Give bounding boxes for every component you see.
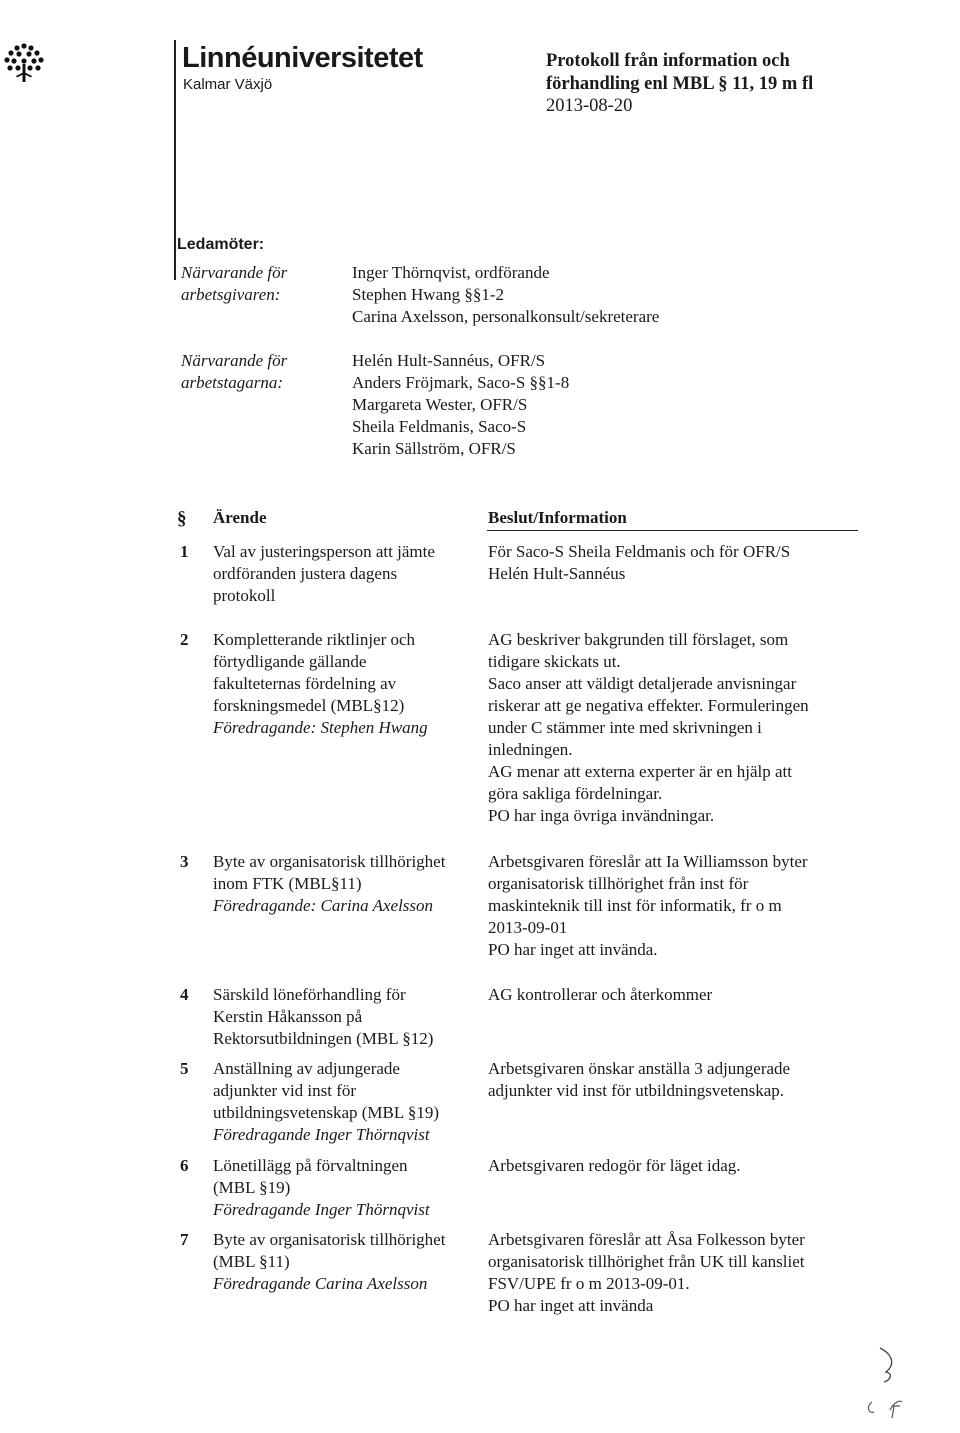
case-line: Kompletterande riktlinjer och bbox=[213, 630, 416, 649]
row-case bbox=[213, 1155, 483, 1221]
decision-line: PO har inget att invända bbox=[488, 1296, 654, 1315]
decision-line: adjunkter vid inst för utbildningsvetenskap. bbox=[488, 1081, 785, 1100]
presenter: Föredragande Carina Axelsson bbox=[213, 1274, 428, 1293]
decision-line: För Saco-S Sheila Feldmanis och för OFR/S bbox=[488, 542, 791, 561]
employer-label bbox=[181, 262, 287, 306]
presenter: Föredragande: Carina Axelsson bbox=[213, 896, 434, 915]
decision-line: under C stämmer inte med skrivningen i bbox=[488, 718, 762, 737]
column-header-arende: Ärende bbox=[213, 508, 267, 527]
university-campuses: Kalmar Växjö bbox=[183, 76, 273, 93]
row-number: 7 bbox=[180, 1230, 189, 1249]
decision-line: tidigare skickats ut. bbox=[488, 652, 621, 671]
row-case bbox=[213, 1229, 483, 1295]
member-name: Karin Sällström, OFR/S bbox=[352, 439, 516, 458]
decision-line: Arbetsgivaren redogör för läget idag. bbox=[488, 1156, 741, 1175]
row-decision bbox=[488, 851, 868, 961]
row-decision bbox=[488, 1058, 868, 1102]
label-line: Närvarande för bbox=[181, 263, 288, 282]
case-line: Byte av organisatorisk tillhörighet bbox=[213, 852, 446, 871]
presenter: Föredragande: Stephen Hwang bbox=[213, 718, 428, 737]
decision-line: Arbetsgivaren önskar anställa 3 adjungerade bbox=[488, 1059, 791, 1078]
column-header-beslut: Beslut/Information bbox=[488, 508, 627, 527]
document-date: 2013-08-20 bbox=[546, 96, 633, 116]
row-case bbox=[213, 851, 483, 917]
row-number: 6 bbox=[180, 1156, 189, 1175]
member-name: Stephen Hwang §§1-2 bbox=[352, 285, 505, 304]
row-case bbox=[213, 629, 483, 739]
case-line: Särskild löneförhandling för bbox=[213, 985, 406, 1004]
member-name: Sheila Feldmanis, Saco-S bbox=[352, 417, 527, 436]
row-number: 2 bbox=[180, 630, 189, 649]
header-divider bbox=[174, 40, 176, 280]
decision-line: riskerar att ge negativa effekter. Formuleringen bbox=[488, 696, 809, 715]
members-heading: Ledamöter: bbox=[177, 236, 265, 253]
case-line: (MBL §11) bbox=[213, 1252, 290, 1271]
row-case bbox=[213, 984, 483, 1050]
member-name: Anders Fröjmark, Saco-S §§1-8 bbox=[352, 373, 570, 392]
decision-line: göra sakliga fördelningar. bbox=[488, 784, 663, 803]
document-title-line: förhandling enl MBL § 11, 19 m fl bbox=[546, 74, 814, 94]
header-rule bbox=[487, 530, 858, 531]
row-number: 3 bbox=[180, 852, 189, 871]
label-line: Närvarande för bbox=[181, 351, 288, 370]
row-number: 1 bbox=[180, 542, 189, 561]
decision-line: Saco anser att väldigt detaljerade anvisningar bbox=[488, 674, 797, 693]
row-decision bbox=[488, 1155, 868, 1177]
case-line: förtydligande gällande bbox=[213, 652, 367, 671]
case-line: protokoll bbox=[213, 586, 276, 605]
case-line: adjunkter vid inst för bbox=[213, 1081, 357, 1100]
decision-line: organisatorisk tillhörighet från UK till kansliet bbox=[488, 1252, 805, 1271]
label-line: arbetsgivaren: bbox=[181, 285, 281, 304]
decision-line: maskinteknik till inst för informatik, fr o m bbox=[488, 896, 782, 915]
member-name: Margareta Wester, OFR/S bbox=[352, 395, 528, 414]
employee-members bbox=[352, 350, 569, 460]
employee-label bbox=[181, 350, 287, 394]
case-line: (MBL §19) bbox=[213, 1178, 291, 1197]
row-number: 4 bbox=[180, 985, 189, 1004]
document-title bbox=[546, 50, 813, 96]
case-line: forskningsmedel (MBL§12) bbox=[213, 696, 405, 715]
decision-line: Helén Hult-Sannéus bbox=[488, 564, 626, 583]
case-line: Lönetillägg på förvaltningen bbox=[213, 1156, 408, 1175]
case-line: Rektorsutbildningen (MBL §12) bbox=[213, 1029, 434, 1048]
row-decision bbox=[488, 541, 868, 585]
case-line: Byte av organisatorisk tillhörighet bbox=[213, 1230, 446, 1249]
handwritten-initials-icon bbox=[850, 1340, 920, 1420]
presenter: Föredragande Inger Thörnqvist bbox=[213, 1125, 430, 1144]
row-case bbox=[213, 1058, 483, 1146]
presenter: Föredragande Inger Thörnqvist bbox=[213, 1200, 430, 1219]
employer-members bbox=[352, 262, 659, 328]
decision-line: AG kontrollerar och återkommer bbox=[488, 985, 713, 1004]
case-line: ordföranden justera dagens bbox=[213, 564, 398, 583]
member-name: Helén Hult-Sannéus, OFR/S bbox=[352, 351, 546, 370]
decision-line: 2013-09-01 bbox=[488, 918, 568, 937]
decision-line: Arbetsgivaren föreslår att Åsa Folkesson byter bbox=[488, 1230, 805, 1249]
column-header-paragraph: § bbox=[177, 508, 187, 529]
case-line: utbildningsvetenskap (MBL §19) bbox=[213, 1103, 440, 1122]
case-line: Val av justeringsperson att jämte bbox=[213, 542, 435, 561]
row-case bbox=[213, 541, 483, 607]
decision-line: AG menar att externa experter är en hjälp att bbox=[488, 762, 792, 781]
label-line: arbetstagarna: bbox=[181, 373, 283, 392]
member-name: Carina Axelsson, personalkonsult/sekreterare bbox=[352, 307, 660, 326]
decision-line: inledningen. bbox=[488, 740, 573, 759]
case-line: inom FTK (MBL§11) bbox=[213, 874, 362, 893]
document-title-line: Protokoll från information och bbox=[546, 51, 790, 71]
decision-line: PO har inga övriga invändningar. bbox=[488, 806, 715, 825]
row-decision bbox=[488, 984, 868, 1006]
decision-line: PO har inget att invända. bbox=[488, 940, 658, 959]
university-logo-icon bbox=[2, 40, 46, 84]
case-line: Kerstin Håkansson på bbox=[213, 1007, 363, 1026]
decision-line: AG beskriver bakgrunden till förslaget, som bbox=[488, 630, 789, 649]
case-line: fakulteternas fördelning av bbox=[213, 674, 397, 693]
decision-line: Arbetsgivaren föreslår att Ia Williamsson byter bbox=[488, 852, 808, 871]
row-decision bbox=[488, 629, 868, 827]
university-name: Linnéuniversitetet bbox=[182, 42, 423, 74]
member-name: Inger Thörnqvist, ordförande bbox=[352, 263, 550, 282]
case-line: Anställning av adjungerade bbox=[213, 1059, 400, 1078]
decision-line: organisatorisk tillhörighet från inst för bbox=[488, 874, 749, 893]
row-number: 5 bbox=[180, 1059, 189, 1078]
decision-line: FSV/UPE fr o m 2013-09-01. bbox=[488, 1274, 690, 1293]
row-decision bbox=[488, 1229, 868, 1317]
